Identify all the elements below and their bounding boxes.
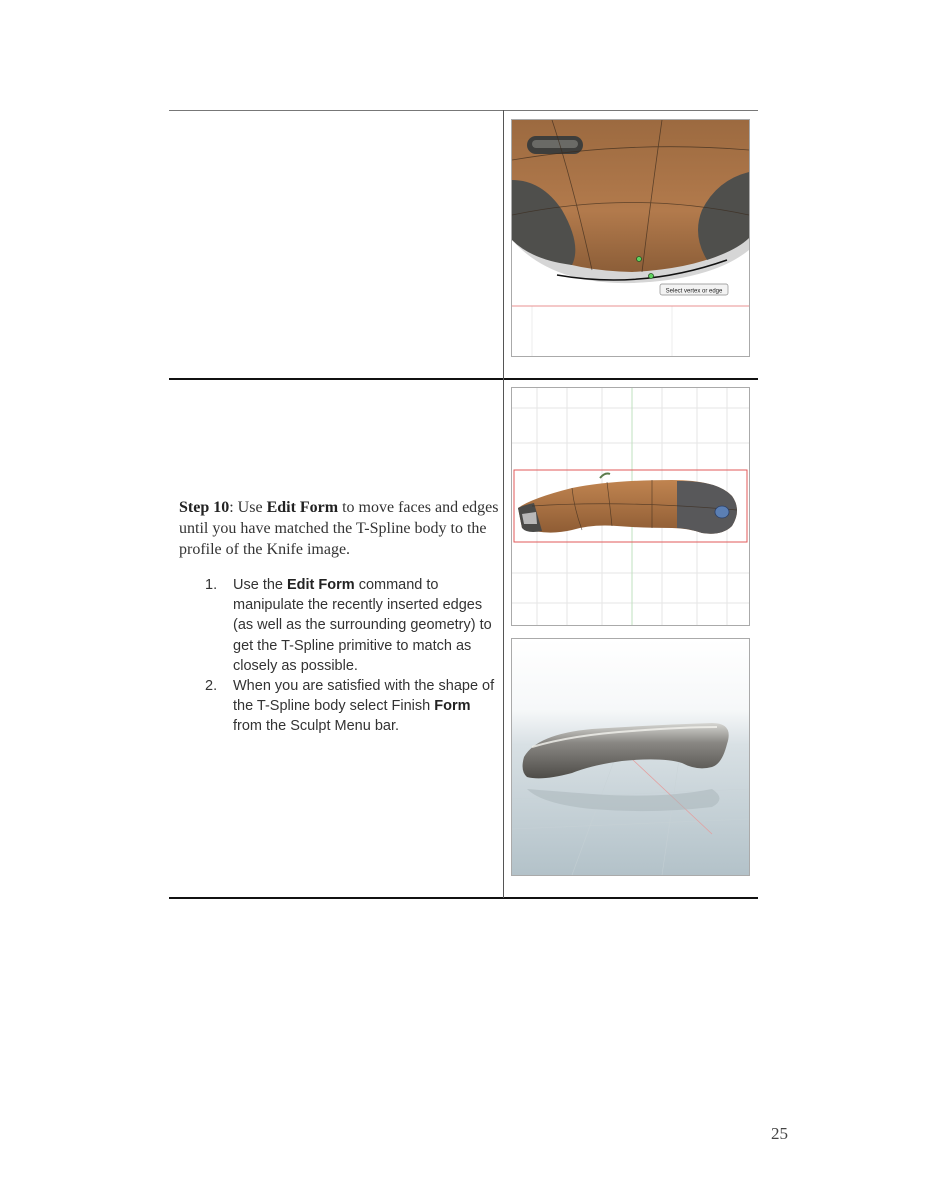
list-item bbox=[205, 575, 500, 676]
screenshot-edge-selection bbox=[511, 119, 750, 357]
step-label: Step 10 bbox=[179, 499, 230, 516]
step-sep: : Use bbox=[229, 499, 267, 516]
list-bold: Edit Form bbox=[287, 577, 355, 593]
list-text: Use the bbox=[233, 577, 287, 593]
list-bold: Form bbox=[434, 698, 471, 715]
table-column-divider bbox=[503, 110, 504, 898]
screenshot-finished-form bbox=[511, 638, 750, 876]
step-command: Edit Form bbox=[266, 499, 339, 516]
table-bottom-rule bbox=[169, 897, 758, 899]
list-number: 2. bbox=[205, 678, 218, 695]
list-text: When you are satisfied with the shape of the T-Spline body select Finish bbox=[233, 678, 495, 715]
tooltip-select-vertex: Select vertex or edge bbox=[665, 288, 723, 295]
table-top-rule bbox=[169, 110, 758, 111]
page-number: 25 bbox=[771, 1124, 788, 1143]
instruction-list bbox=[205, 575, 500, 737]
table-row-divider bbox=[169, 378, 758, 380]
list-text: command to manipulate the recently inserted edges (as well as the surrounding geometry) to get the T-Spline primitive to match as closely as possible. bbox=[233, 577, 492, 674]
step-10-instruction bbox=[179, 497, 499, 560]
list-text: from the Sculpt Menu bar. bbox=[233, 718, 400, 735]
step-text: to move faces and edges until you have matched the T-Spline body to the profile of the Knife image. bbox=[179, 499, 499, 558]
list-item bbox=[205, 676, 500, 737]
screenshot-knife-profile bbox=[511, 387, 750, 626]
list-number: 1. bbox=[205, 577, 218, 593]
